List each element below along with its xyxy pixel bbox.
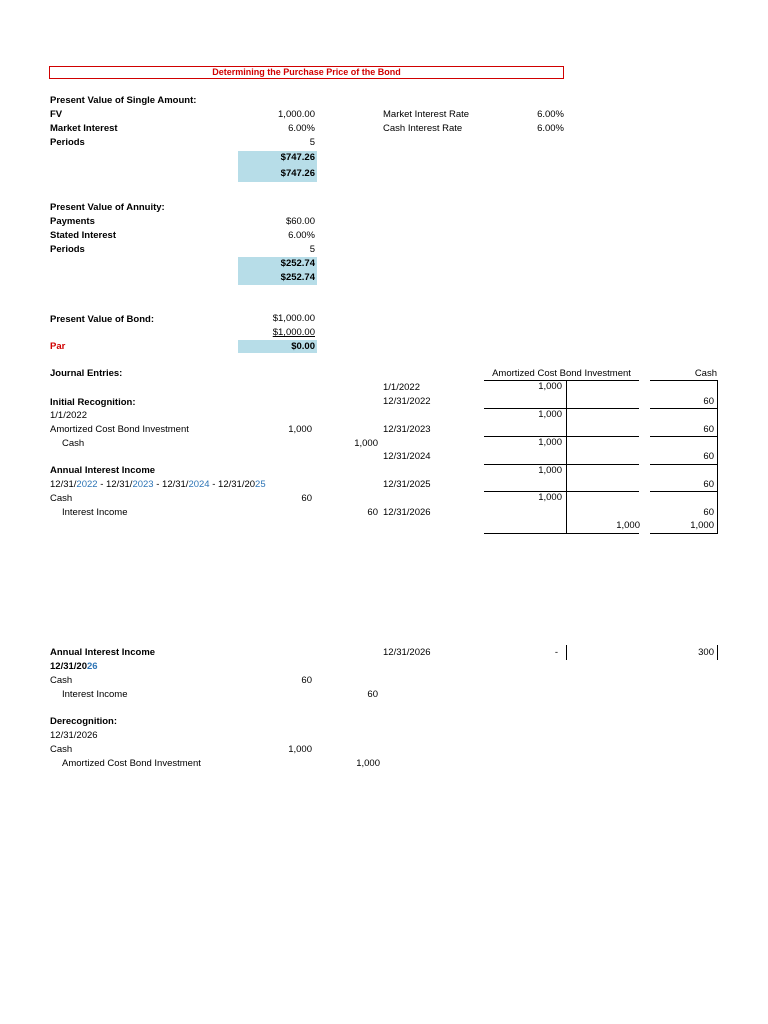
pv-annuity-result-check: $252.74 — [280, 272, 315, 283]
annual2-debit-amount: 60 — [301, 675, 312, 686]
tacct-date-4: 12/31/2024 — [383, 451, 431, 462]
pv-annuity-result: $252.74 — [280, 258, 315, 269]
annual-interest-heading: Annual Interest Income — [50, 465, 156, 476]
derecognition-debit-amount: 1,000 — [288, 744, 312, 755]
page-title: Determining the Purchase Price of the Bond — [49, 66, 564, 79]
cash-rate-value: 6.00% — [537, 123, 564, 134]
annual2-credit-amount: 60 — [367, 689, 378, 700]
initial-debit-amount: 1,000 — [288, 424, 312, 435]
payments-label: Payments — [50, 216, 95, 227]
investment-taccount-bottom — [484, 533, 639, 534]
periods-label: Periods — [50, 137, 85, 148]
tacct-date-1: 1/1/2022 — [383, 382, 420, 393]
derecognition-debit-account: Cash — [50, 744, 73, 755]
initial-credit-amount: 1,000 — [354, 438, 378, 449]
annual-credit-amount: 60 — [367, 507, 378, 518]
pv-single-result-check: $747.26 — [280, 168, 315, 179]
annual-interest-dates: 12/31/2022 - 12/31/2023 - 12/31/2024 - 12/31/2025 — [50, 479, 266, 490]
market-interest-value: 6.00% — [288, 123, 315, 134]
journal-heading: Journal Entries: — [50, 368, 123, 379]
cash-entry: 60 — [703, 396, 714, 407]
cash-row-line — [650, 491, 717, 492]
investment-entry: 1,000 — [538, 381, 562, 392]
cash-final-balance: 1,000 — [690, 520, 714, 531]
market-rate-value: 6.00% — [537, 109, 564, 120]
tacct-date-5: 12/31/2025 — [383, 479, 431, 490]
investment-entry: 1,000 — [538, 437, 562, 448]
pv-single-heading: Present Value of Single Amount: — [50, 95, 197, 106]
investment-total: 1,000 — [616, 520, 640, 531]
cash-entry: 60 — [703, 507, 714, 518]
cash-taccount-bottom — [650, 533, 717, 534]
pv-bond-heading: Present Value of Bond: — [50, 314, 154, 325]
payments-value: $60.00 — [285, 216, 315, 227]
tacct-date-2: 12/31/2022 — [383, 396, 431, 407]
initial-debit-account: Amortized Cost Bond Investment — [50, 424, 189, 435]
cash-row-line — [650, 436, 717, 437]
tacct-date-6: 12/31/2026 — [383, 507, 431, 518]
investment-entry: 1,000 — [538, 465, 562, 476]
investment-entry: 1,000 — [538, 409, 562, 420]
stated-interest-value: 6.00% — [288, 230, 315, 241]
bottom-cash-balance: 300 — [698, 647, 714, 658]
initial-credit-account: Cash — [62, 438, 85, 449]
par-label: Par — [50, 341, 66, 352]
market-interest-label: Market Interest — [50, 123, 118, 134]
annual-credit-account: Interest Income — [62, 507, 128, 518]
initial-recognition-heading: Initial Recognition: — [50, 397, 136, 408]
bottom-cash-divider — [717, 645, 718, 660]
annual-debit-account: Cash — [50, 493, 73, 504]
cash-entry: 60 — [703, 451, 714, 462]
annual-interest-2026-date: 12/31/2026 — [50, 661, 98, 672]
market-rate-label: Market Interest Rate — [383, 109, 470, 120]
annual2-debit-account: Cash — [50, 675, 73, 686]
derecognition-credit-amount: 1,000 — [356, 758, 380, 769]
pv-bond-face: $1,000.00 — [272, 327, 315, 338]
annual-debit-amount: 60 — [301, 493, 312, 504]
cash-row-line — [650, 408, 717, 409]
initial-date: 1/1/2022 — [50, 410, 87, 421]
par-value: $0.00 — [291, 341, 315, 352]
cash-rate-label: Cash Interest Rate — [383, 123, 463, 134]
bottom-date: 12/31/2026 — [383, 647, 431, 658]
pv-single-result: $747.26 — [280, 152, 315, 163]
pv-annuity-heading: Present Value of Annuity: — [50, 202, 165, 213]
investment-taccount-divider — [566, 380, 567, 534]
cash-entry: 60 — [703, 479, 714, 490]
cash-row-line — [650, 464, 717, 465]
cash-taccount-title: Cash — [694, 368, 717, 379]
fv-label: FV — [50, 109, 63, 120]
cash-taccount-top — [650, 380, 717, 381]
periods-value: 5 — [309, 137, 315, 148]
bottom-investment-balance: - — [554, 647, 558, 658]
annuity-periods-label: Periods — [50, 244, 85, 255]
derecognition-date: 12/31/2026 — [50, 730, 98, 741]
cash-entry: 60 — [703, 424, 714, 435]
fv-value: 1,000.00 — [278, 109, 315, 120]
annual-interest-2026-heading: Annual Interest Income — [50, 647, 156, 658]
investment-entry: 1,000 — [538, 492, 562, 503]
derecognition-credit-account: Amortized Cost Bond Investment — [62, 758, 201, 769]
annual2-credit-account: Interest Income — [62, 689, 128, 700]
pv-bond-value: $1,000.00 — [272, 313, 315, 324]
cash-taccount-divider — [717, 380, 718, 534]
derecognition-heading: Derecognition: — [50, 716, 118, 727]
stated-interest-label: Stated Interest — [50, 230, 116, 241]
tacct-date-3: 12/31/2023 — [383, 424, 431, 435]
bottom-investment-divider — [566, 645, 567, 660]
investment-taccount-title: Amortized Cost Bond Investment — [492, 368, 631, 379]
annuity-periods-value: 5 — [309, 244, 315, 255]
